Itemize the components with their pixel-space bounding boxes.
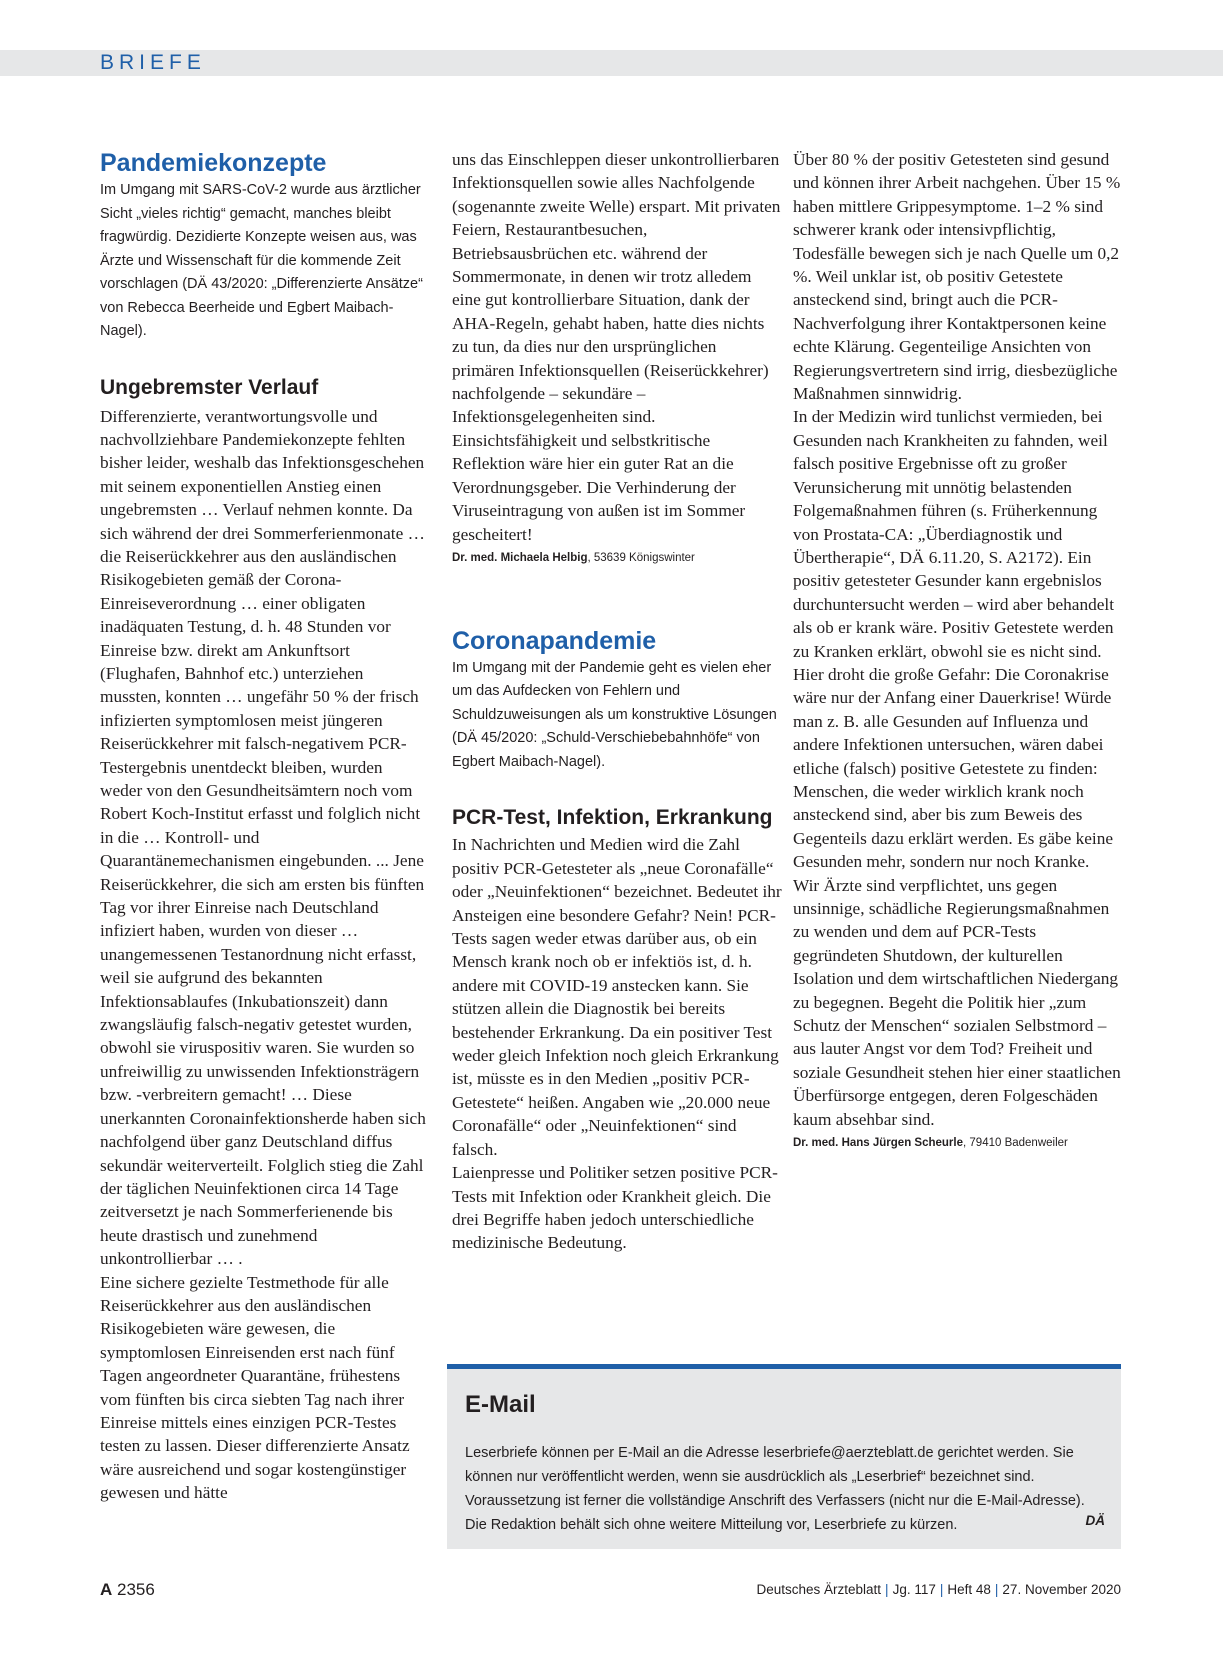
journal-issue: Heft 48 [947, 1582, 991, 1597]
section-label: BRIEFE [100, 51, 206, 74]
page-prefix: A [100, 1580, 113, 1599]
letter1-intro: Im Umgang mit SARS-CoV-2 wurde aus ärztlicher Sicht „vieles richtig“ gemacht, manches bleibt fragwürdig. Dezidierte Konzepte weisen aus, was Ärzte und Wissenschaft für die kommende Zeit vorschlagen (DÄ 43/2020: „Differenzierte Ansätze“ von Rebecca Beerheide und Egbert Maibach-Nagel). [100, 182, 423, 339]
column-3 [793, 148, 1123, 1151]
letter2-author: Dr. med. Hans Jürgen Scheurle [793, 1137, 964, 1150]
email-box-title: E-Mail [465, 1391, 536, 1418]
letter1-title: Pandemiekonzepte [100, 149, 327, 177]
page-number-value: 2356 [117, 1580, 155, 1599]
footer-separator: | [939, 1582, 944, 1597]
letter2-paragraph: In der Medizin wird tunlichst vermieden, bei Gesunden nach Krankheiten zu fahnden, weil falsch positive Ergebnisse oft zu großer Verunsicherung mit unnötig belastenden Folgemaßnahmen führen (s. Früherkennung von Prostata-CA: „Überdiagnostik und Übertherapie“, DÄ 6.11.20, S. A2172). Ein positiv getesteter Gesunder kann ergebnislos durchuntersucht werden – wird aber behandelt als ob er krank wäre. Positiv Getestete werden zu Kranken erklärt, obwohl sie es nicht sind. [793, 407, 1115, 661]
email-box-text: Leserbriefe können per E-Mail an die Adresse leserbriefe@aerzteblatt.de gerichtet werden. Sie können nur veröffentlicht werden, wenn sie ausdrücklich als „Leserbrief“ bezeichnet sind. Voraussetzung ist ferner die vollständige Anschrift des Verfassers (nicht nur die E-Mail-Adresse). Die Redaktion behält sich ohne weitere Mitteilung vor, Leserbriefe zu kürzen. [465, 1445, 1085, 1533]
letter2-subtitle: PCR-Test, Infektion, Erkrankung [452, 806, 773, 830]
letter2-title: Coronapandemie [452, 626, 657, 655]
page-number [100, 1580, 155, 1600]
letter1-paragraph: Eine sichere gezielte Testmethode für alle Reiserückkehrer aus den ausländischen Risikogebieten wäre gewesen, die symptomlosen Einreisenden erst nach fünf Tagen angeordneter Quarantäne, frühestens vom fünften bis circa siebten Tag nach ihrer Einreise mittels eines einzigen PCR-Testes testen zu lassen. Dieser differenzierte Ansatz wäre ausreichend und sogar kostengünstiger gewesen und hätte [100, 1272, 410, 1503]
footer-separator: | [885, 1582, 889, 1597]
letter2-paragraph: Laienpresse und Politiker setzen positive PCR-Tests mit Infektion oder Krankheit gleich. Die drei Begriffe haben jedoch unterschiedliche medizinische Bedeutung. [452, 1163, 778, 1253]
journal-name: Deutsches Ärzteblatt [756, 1582, 882, 1597]
column-2 [452, 148, 782, 1255]
letter2-signature [793, 1135, 1123, 1151]
journal-date: 27. November 2020 [1002, 1582, 1121, 1597]
journal-footer [756, 1582, 1121, 1597]
email-info-box [447, 1364, 1121, 1549]
letter1-subtitle: Ungebremster Verlauf [100, 375, 319, 399]
letter2-paragraph: Über 80 % der positiv Getesteten sind gesund und können ihrer Arbeit nachgehen. Über 15 % haben mittlere Grippesymptome. 1–2 % sind schwerer krank oder intensivpflichtig, Todesfälle bewegen sich je nach Quelle um 0,2 %. Weil unklar ist, ob positiv Getestete ansteckend sind, bringt auch die PCR-Nachverfolgung ihrer Kontaktpersonen keine echte Klärung. Gegenteilige Ansichten von Regierungsvertretern sind irrig, diesbezügliche Maßnahmen sinnwidrig. [793, 150, 1121, 404]
letter2-intro: Im Umgang mit der Pandemie geht es vielen eher um das Aufdecken von Fehlern und Schuldzuweisungen als um konstruktive Lösungen (DÄ 45/2020: „Schuld-Verschiebebahnhöfe“ von Egbert Maibach-Nagel). [452, 659, 777, 770]
journal-volume: Jg. 117 [892, 1582, 936, 1597]
letter2-location: , 79410 Badenweiler [963, 1137, 1068, 1150]
letter2-paragraph: In Nachrichten und Medien wird die Zahl positiv PCR-Getesteter als „neue Coronafälle“ oder „Neuinfektionen“ bezeichnet. Bedeutet ihr Ansteigen eine besondere Gefahr? Nein! PCR-Tests sagen weder etwas darüber aus, ob ein Mensch krank noch ob er infektiös ist, d. h. andere mit COVID-19 anstecken kann. Sie stützen allein die Diagnostik bei bereits bestehender Erkrankung. Da ein positiver Test weder gleich Infektion noch gleich Erkrankung ist, müsste es in den Medien „positiv PCR-Getestete“ heißen. Angaben wie „20.000 neue Coronafälle“ oder „Neuinfektionen“ sind falsch. [452, 835, 782, 1159]
letter1-signature [452, 550, 782, 566]
letter1-location: , 53639 Königswinter [587, 551, 695, 564]
letter2-paragraph: Wir Ärzte sind verpflichtet, uns gegen unsinnige, schädliche Regierungsmaßnahmen zu wenden und dem auf PCR-Tests gegründeten Shutdown, der kulturellen Isolation und dem wirtschaftlichen Niedergang zu begegnen. Begeht die Politik hier „zum Schutz der Menschen“ sozialen Selbstmord – aus lauter Angst vor dem Tod? Freiheit und soziale Gesundheit stehen hier einer staatlichen Überfürsorge entgegen, deren Folgeschäden kaum absehbar sind. [793, 875, 1121, 1129]
letter1-author: Dr. med. Michaela Helbig [452, 551, 588, 564]
column-1 [100, 148, 426, 1505]
letter1-paragraph: uns das Einschleppen dieser unkontrollierbaren Infektionsquellen sowie alles Nachfolgende (sogenannte zweite Welle) erspart. Mit privaten Feiern, Restaurantbesuchen, Betriebsausbrüchen etc. während der Sommermonate, in denen wir trotz alledem eine gut kontrollierbare Situation, dank der AHA-Regeln, gehabt haben, hatte dies nichts zu tun, da dies nur den ursprünglichen primären Infektionsquellen (Reiserückkehrer) nachfolgende – sekundäre – Infektionsgelegenheiten sind. Einsichtsfähigkeit und selbstkritische Reflektion wäre hier ein guter Rat an die Verordnungsgeber. Die Verhinderung der Viruseintragung von außen ist im Sommer gescheitert! [452, 150, 781, 544]
letter1-paragraph: Differenzierte, verantwortungsvolle und nachvollziehbare Pandemiekonzepte fehlten bisher leider, weshalb das Infektionsgeschehen mit seinem exponentiellen Anstieg einen ungebremsten … Verlauf nehmen konnte. Da sich während der drei Sommerferienmonate … die Reiserückkehrer aus den ausländischen Risikogebieten gemäß der Corona-Einreiseverordnung … einer obligaten inadäquaten Testung, d. h. 48 Stunden vor Einreise bzw. direkt am Ankunftsort (Flughafen, Bahnhof etc.) unterziehen mussten, konnten … ungefähr 50 % der frisch infizierten symptomlosen meist jüngeren Reiserückkehrer mit falsch-negativem PCR-Testergebnis unentdeckt bleiben, wurden weder von den Gesundheitsämtern noch vom Robert Koch-Institut erfasst und folglich nicht in die … Kontroll- und Quarantänemechanismen eingebunden. ... Jene Reiserückkehrer, die sich am ersten bis fünften Tag vor ihrer Einreise nach Deutschland infiziert haben, wurden von dieser … unangemessenen Testanordnung nicht erfasst, weil sie aufgrund des bekannten Infektionsablaufes (Inkubationszeit) dann zwangsläufig falsch-negativ getestet wurden, obwohl sie viruspositiv waren. Sie wurden so unfreiwillig zu unwissenden Infektionsträgern bzw. -verbreitern gemacht! … Diese unerkannten Coronainfektionsherde haben sich nachfolgend über ganz Deutschland diffus sekundär weiterverteilt. Folglich stieg die Zahl der täglichen Neuinfektionen circa 14 Tage zeitversetzt je nach Sommerferienende bis heute drastisch und zunehmend unkontrollierbar … . [100, 406, 426, 1269]
letter2-paragraph: Hier droht die große Gefahr: Die Coronakrise wäre nur der Anfang einer Dauerkrise! Würde man z. B. alle Gesunden auf Influenza und andere Infektionen untersuchen, wären dabei etliche (falsch) positive Getestete zu finden: Menschen, die weder wirklich krank noch ansteckend sind, aber bis zum Beweis des Gegenteils dazu erklärt werden. Es gäbe keine Gesunden mehr, sondern nur noch Kranke. [793, 664, 1114, 872]
email-box-tag: DÄ [1085, 1513, 1105, 1528]
footer-separator: | [994, 1582, 999, 1597]
